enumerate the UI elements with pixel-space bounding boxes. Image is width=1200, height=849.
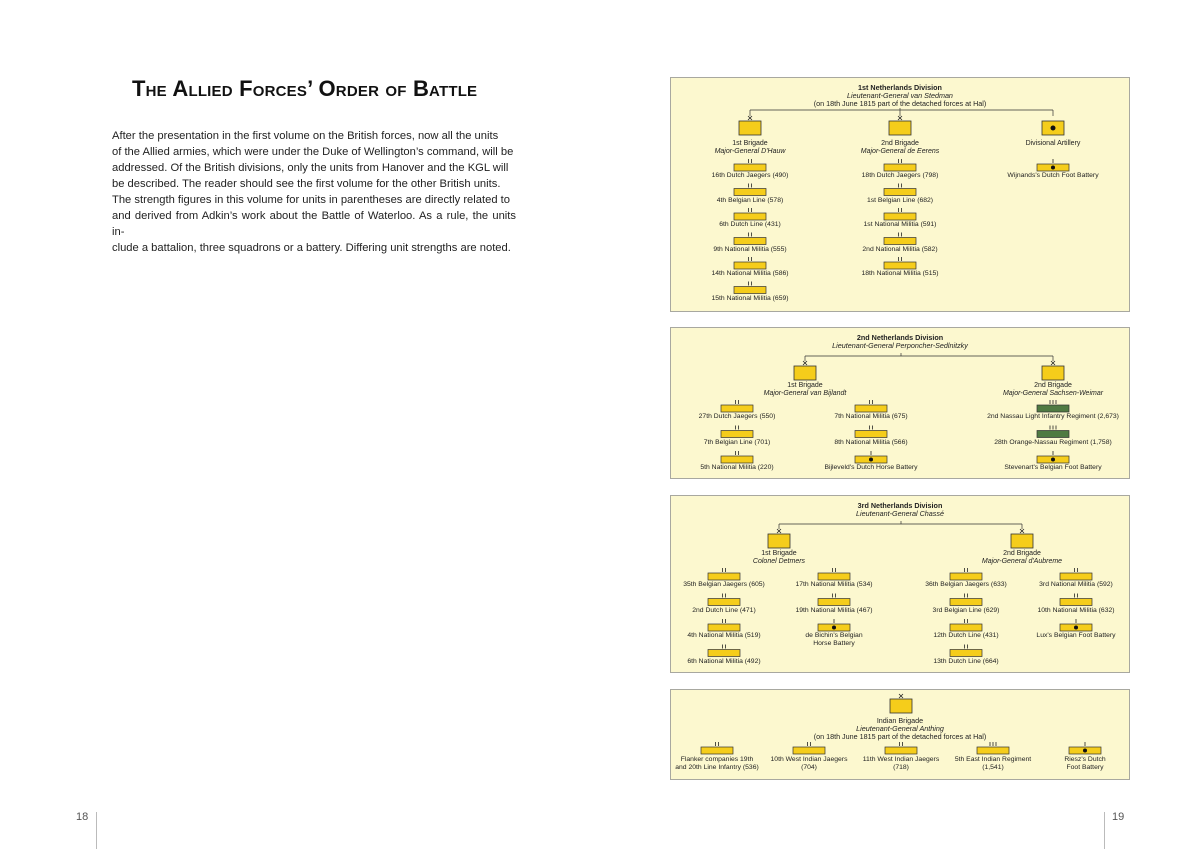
brigade-label-1st-brigade: [689, 550, 869, 566]
unit-name: Bijleveld's Dutch Horse Battery: [824, 464, 918, 471]
unit-symbol-ii: [721, 451, 753, 463]
unit-symbol-ii: [734, 257, 766, 269]
unit-name: 15th National Militia (659): [711, 294, 789, 302]
division-name: 2nd Netherlands Division: [856, 333, 944, 342]
unit-symbol-ii: [721, 400, 753, 412]
unit-name: 6th Dutch Line (431): [719, 221, 781, 228]
unit-name: 7th National Militia (675): [834, 413, 908, 420]
unit-name: 13th Dutch Line (664): [933, 657, 999, 665]
unit-label-1st-national-militia-591: [820, 221, 980, 229]
division-name: Indian Brigade: [876, 716, 924, 725]
unit-label-4th-belgian-line-578: [670, 197, 830, 205]
unit-symbol-ii: [734, 159, 766, 171]
unit-name: 1st National Militia (591): [863, 221, 937, 228]
unit-symbol-i: [1037, 451, 1069, 463]
hq-symbol-x: [1011, 529, 1033, 548]
hq-symbol-x: [794, 361, 816, 380]
unit-label-15th-national-militia-659: [670, 295, 830, 303]
unit-label-1st-belgian-line-682: [820, 197, 980, 205]
unit-name: Flanker companies 19th and 20th Line Infantry (536): [675, 756, 759, 771]
division-header: [671, 84, 1129, 109]
unit-name: Riesz's Dutch Foot Battery: [1064, 756, 1106, 771]
unit-name: 7th Belgian Line (701): [703, 438, 771, 446]
hq-symbol-x: [890, 694, 912, 713]
unit-symbol-i: [1037, 159, 1069, 171]
unit-name: 28th Orange-Nassau Regiment (1,758): [994, 438, 1112, 446]
unit-label-2nd-national-militia-582: [820, 246, 980, 254]
unit-symbol-ii: [708, 619, 740, 631]
unit-symbol-i: [1060, 619, 1092, 631]
hq-symbol-x: [889, 116, 911, 135]
division-commander: Lieutenant-General Chassé: [856, 509, 944, 519]
unit-symbol-ii: [734, 208, 766, 220]
brigade-label-divisional-artillery: [963, 140, 1143, 148]
unit-label-18th-national-militia-515: [820, 270, 980, 278]
right-page-rule: [1104, 812, 1105, 849]
intro-paragraph: [112, 128, 516, 256]
unit-symbol-iii: [1037, 426, 1069, 438]
right-page-number: 19: [1112, 811, 1125, 823]
hq-symbol-x: [739, 116, 761, 135]
unit-name: Stevenart's Belgian Foot Battery: [1004, 464, 1102, 471]
unit-name: 8th National Militia (566): [834, 438, 908, 446]
unit-symbol-iii: [977, 742, 1009, 754]
hq-symbol-artillery: [1042, 121, 1064, 135]
unit-symbol-iii: [1037, 400, 1069, 412]
panel-indian-brigade: [670, 689, 1130, 780]
unit-label-6th-dutch-line-431: [670, 221, 830, 229]
unit-name: 5th East Indian Regiment (1,541): [954, 756, 1032, 771]
unit-symbol-ii: [708, 568, 740, 580]
division-commander: Lieutenant-General Anthing: [856, 724, 944, 734]
unit-label-16th-dutch-jaegers-490: [670, 172, 830, 180]
brigade-name: 1st Brigade: [732, 140, 768, 147]
intro-line: clude a battalion, three squadrons or a battery. Differing unit strengths are noted.: [112, 242, 511, 254]
unit-name: 2nd Nassau Light Infantry Regiment (2,673): [987, 413, 1119, 420]
unit-symbol-ii: [708, 645, 740, 657]
unit-symbol-i: [855, 451, 887, 463]
unit-symbol-ii: [734, 184, 766, 196]
intro-line: addressed. Of the British divisions, only the units from Hanover and the KGL will: [112, 162, 509, 174]
brigade-label-1st-brigade: [715, 382, 895, 398]
unit-label-7th-national-militia-675: [791, 413, 951, 421]
unit-name: 1st Belgian Line (682): [866, 196, 934, 204]
unit-name: 3rd Belgian Line (629): [932, 606, 1000, 614]
intro-line: After the presentation in the first volume on the British forces, now all the units: [112, 130, 499, 142]
unit-symbol-ii: [818, 568, 850, 580]
unit-name: 12th Dutch Line (431): [933, 632, 999, 639]
unit-symbol-ii: [884, 184, 916, 196]
unit-name: 2nd Dutch Line (471): [692, 606, 756, 614]
unit-name: 10th National Militia (632): [1037, 606, 1115, 614]
intro-line: of the Allied armies, which were under the Duke of Wellington’s command, will be: [112, 146, 514, 158]
unit-name: 3rd National Militia (592): [1039, 581, 1113, 588]
unit-symbol-ii: [855, 426, 887, 438]
unit-name: 5th National Militia (220): [700, 464, 774, 471]
unit-symbol-ii: [793, 742, 825, 754]
unit-symbol-i: [818, 619, 850, 631]
unit-symbol-ii: [884, 233, 916, 245]
division-note: (on 18th June 1815 part of the detached forces at Hal): [813, 99, 987, 109]
brigade-name: 1st Brigade: [787, 382, 823, 389]
unit-symbol-ii: [950, 619, 982, 631]
unit-symbol-ii: [884, 208, 916, 220]
unit-name: 18th National Militia (515): [861, 270, 939, 277]
unit-name: 4th Belgian Line (578): [716, 196, 784, 204]
left-page-number: 18: [76, 811, 89, 823]
page-title: The Allied Forces’ Order of Battle: [132, 76, 478, 101]
unit-label-18th-dutch-jaegers-798: [820, 172, 980, 180]
unit-symbol-ii: [701, 742, 733, 754]
brigade-name: Divisional Artillery: [1025, 140, 1081, 147]
unit-name: de Bichin's Belgian Horse Battery: [805, 632, 863, 647]
org-chart-lines: [671, 328, 1129, 478]
division-name: 3rd Netherlands Division: [857, 501, 943, 510]
unit-name: Lux's Belgian Foot Battery: [1036, 632, 1116, 639]
unit-label-riesz-s-dutch-foot-battery: [1005, 756, 1165, 772]
unit-symbol-ii: [855, 400, 887, 412]
unit-label-8th-national-militia-566: [791, 439, 951, 447]
division-commander: Lieutenant-General van Stedman: [847, 91, 953, 101]
brigade-name: 2nd Brigade: [1003, 550, 1041, 557]
unit-label-3rd-national-militia-592: [996, 581, 1156, 589]
unit-name: 27th Dutch Jaegers (550): [698, 413, 776, 420]
brigade-label-2nd-brigade: [963, 382, 1143, 398]
unit-name: 16th Dutch Jaegers (490): [711, 172, 789, 179]
hq-symbol-x: [1042, 361, 1064, 380]
brigade-commander: Major-General de Eerens: [860, 148, 940, 155]
unit-label-bijleveld-s-dutch-horse-battery: [791, 464, 951, 472]
unit-label-14th-national-militia-586: [670, 270, 830, 278]
unit-name: 14th National Militia (586): [711, 270, 789, 277]
unit-label-6th-national-militia-492: [644, 658, 804, 666]
unit-name: 6th National Militia (492): [687, 657, 761, 665]
panel-1st-netherlands-division: [670, 77, 1130, 312]
unit-symbol-ii: [818, 594, 850, 606]
unit-label-9th-national-militia-555: [670, 246, 830, 254]
unit-label-10th-national-militia-632: [996, 607, 1156, 615]
brigade-commander: Major-General van Bijlandt: [763, 390, 847, 397]
unit-label-2nd-nassau-light-infantry-regiment-2-673: [973, 413, 1133, 421]
hq-symbol-x: [768, 529, 790, 548]
division-header: [671, 717, 1129, 742]
brigade-name: 2nd Brigade: [1034, 382, 1072, 389]
unit-symbol-ii: [734, 282, 766, 294]
unit-symbol-ii: [721, 426, 753, 438]
brigade-label-2nd-brigade: [932, 550, 1112, 566]
unit-name: 18th Dutch Jaegers (798): [861, 172, 939, 179]
unit-symbol-ii: [734, 233, 766, 245]
division-name: 1st Netherlands Division: [858, 83, 942, 92]
unit-label-28th-orange-nassau-regiment-1-758: [973, 439, 1133, 447]
unit-name: 35th Belgian Jaegers (605): [683, 581, 765, 588]
unit-label-wijnands-s-dutch-foot-battery: [973, 172, 1133, 180]
unit-name: Wijnands's Dutch Foot Battery: [1007, 172, 1099, 179]
panel-3rd-netherlands-division: [670, 495, 1130, 673]
unit-symbol-ii: [884, 257, 916, 269]
unit-symbol-i: [1069, 742, 1101, 754]
unit-name: 11th West Indian Jaegers (718): [862, 756, 940, 771]
unit-label-stevenart-s-belgian-foot-battery: [973, 464, 1133, 472]
intro-line: be described. The reader should see the first volume for the other British units.: [112, 178, 501, 190]
division-commander: Lieutenant-General Perponcher-Sedlnitzky: [832, 341, 968, 351]
intro-line: The strength figures in this volume for units in parentheses are directly related to: [112, 194, 510, 206]
unit-name: 36th Belgian Jaegers (633): [925, 581, 1007, 588]
unit-name: 17th National Militia (534): [795, 581, 873, 588]
unit-name: 10th West Indian Jaegers (704): [770, 756, 848, 771]
brigade-name: 1st Brigade: [761, 550, 797, 557]
unit-name: 4th National Militia (519): [687, 632, 761, 639]
brigade-commander: Colonel Detmers: [752, 558, 806, 565]
brigade-commander: Major-General D'Hauw: [714, 148, 786, 155]
brigade-name: 2nd Brigade: [881, 140, 919, 147]
unit-symbol-ii: [950, 568, 982, 580]
unit-symbol-ii: [950, 594, 982, 606]
unit-name: 19th National Militia (467): [795, 606, 873, 614]
brigade-commander: Major-General Sachsen-Weimar: [1002, 390, 1104, 397]
division-header: [671, 502, 1129, 518]
unit-label-13th-dutch-line-664: [886, 658, 1046, 666]
division-header: [671, 334, 1129, 350]
unit-symbol-ii: [708, 594, 740, 606]
unit-name: 2nd National Militia (582): [862, 245, 938, 253]
brigade-commander: Major-General d'Aubreme: [981, 558, 1063, 565]
unit-symbol-ii: [950, 645, 982, 657]
left-page-rule: [96, 812, 97, 849]
unit-symbol-ii: [1060, 568, 1092, 580]
unit-symbol-ii: [884, 159, 916, 171]
division-note: (on 18th June 1815 part of the detached forces at Hal): [813, 732, 987, 742]
unit-symbol-ii: [885, 742, 917, 754]
unit-symbol-ii: [1060, 594, 1092, 606]
intro-line: and derived from Adkin’s work about the Battle of Waterloo. As a rule, the units in-: [112, 210, 516, 238]
unit-name: 9th National Militia (555): [713, 245, 787, 253]
unit-label-lux-s-belgian-foot-battery: [996, 632, 1156, 640]
panel-2nd-netherlands-division: [670, 327, 1130, 479]
